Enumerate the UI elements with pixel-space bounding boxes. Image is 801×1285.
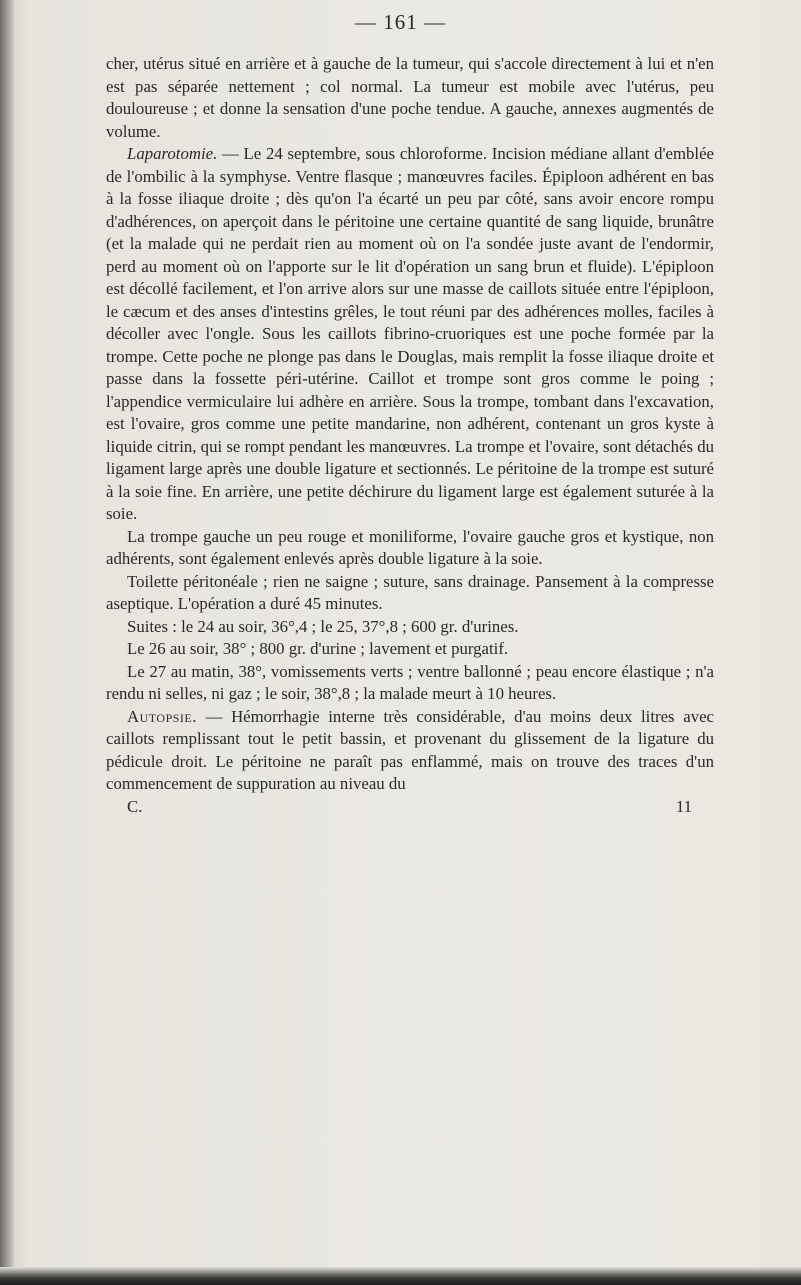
book-spine-shadow [0, 0, 14, 1285]
page-number: — 161 — [355, 10, 446, 34]
section-lead-laparotomie: Laparotomie. [127, 144, 218, 163]
signature-mark: C. [127, 796, 143, 816]
paragraph-3: La trompe gauche un peu rouge et moniliforme, l'ovaire gauche gros et kystique, non adhérents, sont également enlevés après double ligature à la soie. [106, 526, 714, 568]
body-text [106, 53, 714, 818]
section-lead-autopsie: Autopsie. [127, 706, 197, 726]
paragraph-6: Le 26 au soir, 38° ; 800 gr. d'urine ; lavement et purgatif. [127, 639, 509, 658]
paragraph-5: Suites : le 24 au soir, 36°,4 ; le 25, 37°,8 ; 600 gr. d'urines. [127, 616, 519, 636]
signature-line [106, 796, 714, 819]
signature-number: 11 [675, 796, 692, 816]
paragraph-1: cher, utérus situé en arrière et à gauche de la tumeur, qui s'accole directement à lui et n'en est pas séparée nettement ; col normal. La tumeur est mobile avec l'utérus, peu douloureuse ; et donne la sensation d'une poche tendue. A gauche, annexes augmentés de volume. [106, 54, 714, 141]
paragraph-laparotomie-text: — Le 24 septembre, sous chloroforme. Incision médiane allant d'emblée de l'ombilic à la symphyse. Ventre flasque ; manœuvres faciles. Épiploon adhérent en bas à la fosse iliaque droite ; dès qu'on l'a écarté un peu par côté, sans avoir encore rompu d'adhérences, on aperçoit dans le péritoine une certaine quantité de sang liquide, brunâtre (et la malade qui ne perdait rien au moment où on l'a sondée juste avant de l'endormir, perd au moment où on l'apporte sur le lit d'opération un sang brun et fluide). L'épiploon est décollé facilement, et l'on arrive alors sur une masse de caillots située entre l'épiploon, le cæcum et des anses d'intestins grêles, le tout réuni par des adhérences molles, faciles à décoller avec l'ongle. Sous les caillots fibrino-cruoriques est une poche formée par la trompe. Cette poche ne plonge pas dans le Douglas, mais remplit la fosse iliaque droite et passe dans la fossette péri-utérine. Caillot et trompe sont gros comme le poing ; l'appendice vermiculaire lui adhère en arrière. Sous la trompe, tombant dans l'excavation, est l'ovaire, gros comme une petite mandarine, non adhérent, contenant un gros kyste à liquide citrin, qui se rompt pendant les manœuvres. La trompe et l'ovaire, sont détachés du ligament large après une double ligature et sectionnés. Le péritoine de la trompe est suturé à la soie fine. En arrière, une petite déchirure du ligament large est également suturée à la soie. [106, 144, 714, 523]
paragraph-laparotomie [106, 143, 714, 526]
paragraph-autopsie [106, 706, 714, 796]
paragraph-7: Le 27 au matin, 38°, vomissements verts ; ventre ballonné ; peau encore élastique ; n'a rendu ni selles, ni gaz ; le soir, 38°,8 ; la malade meurt à 10 heures. [106, 661, 714, 703]
paragraph-4: Toilette péritonéale ; rien ne saigne ; suture, sans drainage. Pansement à la compresse aseptique. L'opération a duré 45 minutes. [106, 571, 714, 613]
paragraph-autopsie-text: — Hémorrhagie interne très considérable, d'au moins deux litres avec caillots remplissant tout le petit bassin, et provenant du glissement de la ligature du pédicule droit. Le péritoine ne paraît pas enflammé, mais on trouve des traces d'un commencement de suppuration au niveau du [106, 706, 714, 793]
page-bottom-edge [0, 1267, 801, 1285]
